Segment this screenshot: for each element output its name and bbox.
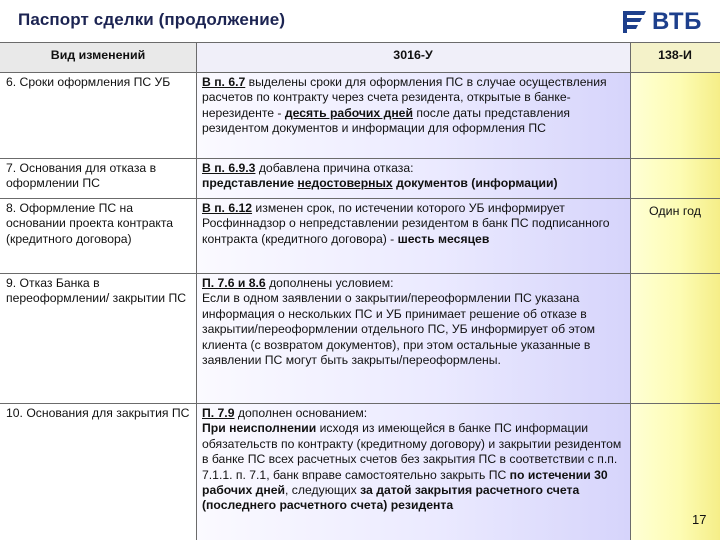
column-header-138i: 138-И <box>630 42 720 72</box>
table-row <box>0 273 720 403</box>
divider <box>0 42 720 43</box>
clause-emphasis: десять рабочих дней <box>284 105 413 120</box>
clause-emphasis: При неисполнении <box>202 421 317 436</box>
change-type-cell: 6. Сроки оформления ПС УБ <box>0 72 196 158</box>
change-type-cell: 9. Отказ Банка в переоформлении/ закрытии ПС <box>0 273 196 403</box>
clause-emphasis: шесть месяцев <box>397 231 490 246</box>
clause-text: выделены сроки для оформления ПС в случае осуществления расчетов по контракту через счета резидента, открытые в банке-нерезиденте - <box>202 75 607 120</box>
clause-emphasis-underlined: недостоверных <box>297 176 393 191</box>
clause-text: изменен срок, по истечении которого УБ информирует Росфиннадзор о непредставлении резидентом в банк ПС подписанного контракта (кредитного договора) - <box>202 201 610 246</box>
clause-emphasis-date: за датой закрытия расчетного счета (последнего расчетного счета) резидента <box>202 483 580 513</box>
clause-ref: В п. 6.9.3 <box>202 161 256 175</box>
change-type-cell: 10. Основания для закрытия ПС <box>0 403 196 540</box>
rule-3016u-cell <box>196 198 630 273</box>
divider <box>0 403 720 404</box>
table-row <box>0 198 720 273</box>
vtb-logo-icon <box>620 7 650 37</box>
clause-text-continued: после даты представления резидентом документов и информации для оформления ПС <box>202 105 570 136</box>
divider <box>630 42 631 540</box>
logo-text: ВТБ <box>652 8 702 35</box>
page-title: Паспорт сделки (продолжение) <box>18 10 286 29</box>
slide-header <box>0 0 720 42</box>
rule-138i-cell: Один год <box>630 198 720 273</box>
column-header-change: Вид изменений <box>0 42 196 72</box>
table-header-row <box>0 42 720 72</box>
rule-3016u-cell <box>196 72 630 158</box>
rule-3016u-cell <box>196 273 630 403</box>
table-row <box>0 72 720 158</box>
divider <box>0 273 720 274</box>
clause-ref: В п. 6.12 <box>202 201 253 215</box>
vtb-logo <box>620 7 716 37</box>
clause-text: дополнен основанием: <box>234 406 368 420</box>
table-row <box>0 403 720 540</box>
clause-emphasis-deadline: по истечении 30 рабочих дней <box>202 467 608 498</box>
rule-138i-cell <box>630 158 720 198</box>
divider <box>0 72 720 73</box>
divider <box>0 198 720 199</box>
rule-138i-cell <box>630 72 720 158</box>
change-type-cell: 7. Основания для отказа в оформлении ПС <box>0 158 196 198</box>
clause-text: дополнены условием: <box>265 276 394 290</box>
rule-138i-cell <box>630 273 720 403</box>
clause-ref: П. 7.6 и 8.6 <box>202 276 266 290</box>
rule-3016u-cell <box>196 403 630 540</box>
clause-text: добавлена причина отказа: <box>255 161 414 175</box>
rule-3016u-cell <box>196 158 630 198</box>
clause-emphasis: представление <box>202 176 298 191</box>
clause-text-continued: Если в одном заявлении о закрытии/переоформлении ПС указана информация о нескольких ПС и УБ принимает решение об отказе в закрытии/переоформлении отдельного ПС, УБ информирует об этом клиента (с возвратом документов), при этом остальные указанные в заявлении ПС могут быть закрыты/переоформлены. <box>202 291 596 368</box>
rule-138i-cell <box>630 403 720 540</box>
clause-ref: В п. 6.7 <box>202 75 246 89</box>
clause-text-continued: исходя из имеющейся в банке ПС информации обязательств по контракту (кредитному договору) и закрытии резидентом в банке ПС всех расчетных счетов без закрытия ПС в соответствии с п.п. 7.1.1. п. 7.1, банк вправе самостоятельно закрыть ПС <box>202 421 622 482</box>
column-header-3016u: 3016-У <box>196 42 630 72</box>
clause-ref: П. 7.9 <box>202 406 235 420</box>
change-type-cell: 8. Оформление ПС на основании проекта контракта (кредитного договора) <box>0 198 196 273</box>
divider <box>196 42 197 540</box>
divider <box>0 158 720 159</box>
clause-text-more: , следующих <box>285 483 361 498</box>
page-number: 17 <box>692 512 707 527</box>
table-row <box>0 158 720 198</box>
clause-emphasis-end: документов (информации) <box>392 176 558 191</box>
